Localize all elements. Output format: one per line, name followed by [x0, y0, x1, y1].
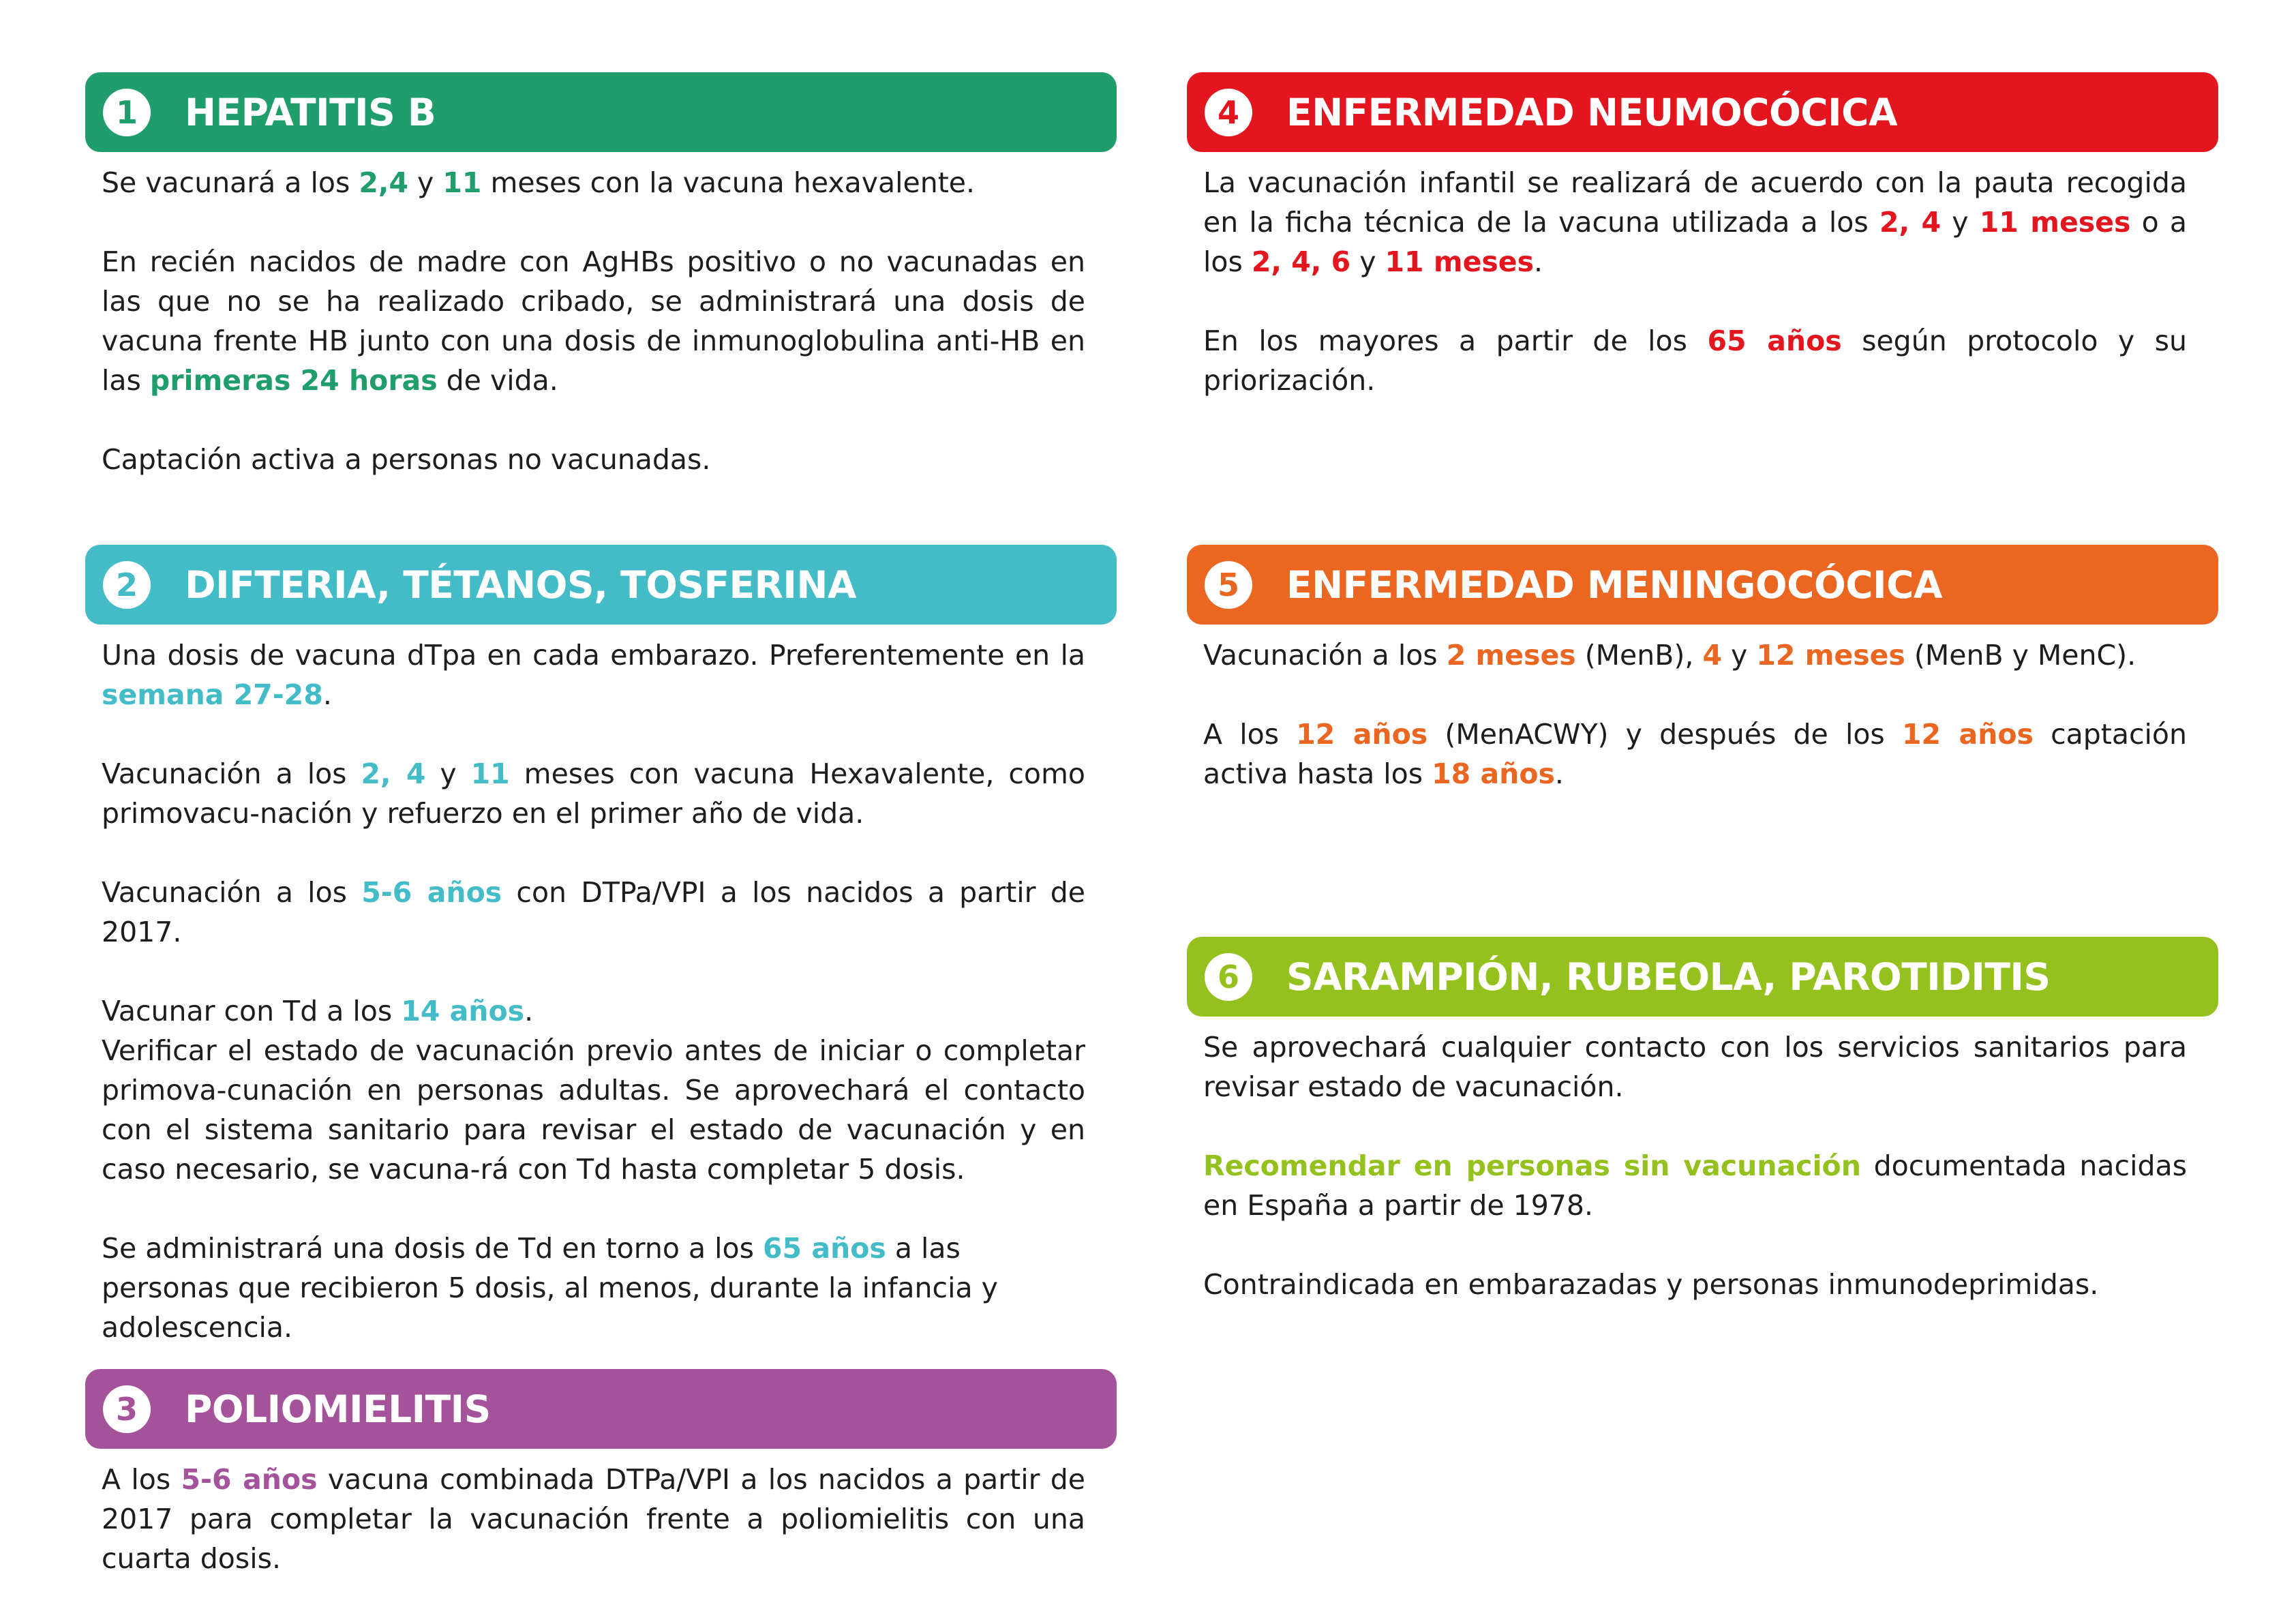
paragraph: Una dosis de vacuna dTpa en cada embarazo. Preferentemente en la semana 27-28. — [102, 639, 1085, 711]
section-title: ENFERMEDAD NEUMOCÓCICA — [1286, 90, 1898, 134]
paragraph: A los 12 años (MenACWY) y después de los 12 años captación activa hasta los 18 años. — [1203, 718, 2187, 790]
section-number: 6 — [1205, 953, 1252, 1001]
paragraph: Se administrará una dosis de Td en torno a los 65 años a las personas que recibieron 5 dosis, al menos, durante la infancia y adolescencia. — [102, 1232, 998, 1344]
section-header — [85, 72, 1117, 152]
section-poliomielitis — [85, 1369, 1117, 1578]
section-number: 3 — [103, 1385, 151, 1433]
section-number: 4 — [1205, 89, 1252, 136]
section-body — [102, 163, 1085, 479]
section-title: POLIOMIELITIS — [185, 1387, 491, 1431]
paragraph: Verificar el estado de vacunación previo antes de iniciar o completar primova-cunación en personas adultas. Se aprovechará el contacto con el sistema sanitario para revisar el estado de vacunación y en caso necesario, se vacuna-rá con Td hasta completar 5 dosis. — [102, 1034, 1085, 1186]
section-header — [1187, 545, 2218, 625]
section-header — [85, 545, 1117, 625]
paragraph: Vacunación a los 2 meses (MenB), 4 y 12 meses (MenB y MenC). — [1203, 639, 2136, 672]
paragraph: En recién nacidos de madre con AgHBs positivo o no vacunadas en las que no se ha realizado cribado, se administrará una dosis de vacuna frente HB junto con una dosis de inmunoglobulina anti-HB en las primeras 24 horas de vida. — [102, 245, 1085, 397]
paragraph: Vacunar con Td a los 14 años. — [102, 995, 534, 1027]
paragraph: Se aprovechará cualquier contacto con los servicios sanitarios para revisar estado de vacunación. — [1203, 1031, 2187, 1103]
section-hepatitis-b — [85, 72, 1117, 479]
paragraph: Vacunación a los 2, 4 y 11 meses con vacuna Hexavalente, como primovacu-nación y refuerzo en el primer año de vida. — [102, 757, 1085, 830]
section-enfermedad-neumococica — [1187, 72, 2218, 400]
paragraph: Se vacunará a los 2,4 y 11 meses con la vacuna hexavalente. — [102, 166, 976, 199]
paragraph: En los mayores a partir de los 65 años según protocolo y su priorización. — [1203, 325, 2187, 397]
section-number: 1 — [103, 89, 151, 136]
section-number: 2 — [103, 561, 151, 609]
paragraph: Vacunación a los 5-6 años con DTPa/VPI a los nacidos a partir de 2017. — [102, 876, 1085, 948]
section-number: 5 — [1205, 561, 1252, 609]
section-header — [85, 1369, 1117, 1449]
section-body — [1203, 635, 2187, 794]
section-body — [1203, 163, 2187, 400]
paragraph: Contraindicada en embarazadas y personas inmunodeprimidas. — [1203, 1268, 2099, 1301]
section-header — [1187, 937, 2218, 1017]
paragraph: La vacunación infantil se realizará de acuerdo con la pauta recogida en la ficha técnica de la vacuna utilizada a los 2, 4 y 11 meses o a los 2, 4, 6 y 11 meses. — [1203, 166, 2187, 278]
paragraph: A los 5-6 años vacuna combinada DTPa/VPI a los nacidos a partir de 2017 para completar la vacunación frente a poliomielitis con una cuarta dosis. — [102, 1463, 1085, 1575]
section-title: HEPATITIS B — [185, 90, 436, 134]
section-body — [1203, 1027, 2187, 1304]
section-body — [102, 635, 1085, 1347]
section-difteria-tetanos-tosferina — [85, 545, 1117, 1347]
section-title: DIFTERIA, TÉTANOS, TOSFERINA — [185, 562, 856, 607]
section-title: ENFERMEDAD MENINGOCÓCICA — [1286, 562, 1943, 607]
section-title: SARAMPIÓN, RUBEOLA, PAROTIDITIS — [1286, 954, 2051, 999]
paragraph: Recomendar en personas sin vacunación documentada nacidas en España a partir de 1978. — [1203, 1149, 2187, 1222]
paragraph: Captación activa a personas no vacunadas. — [102, 443, 711, 476]
section-header — [1187, 72, 2218, 152]
section-sarampion-rubeola-parotiditis — [1187, 937, 2218, 1304]
section-enfermedad-meningococica — [1187, 545, 2218, 794]
section-body — [102, 1460, 1085, 1578]
